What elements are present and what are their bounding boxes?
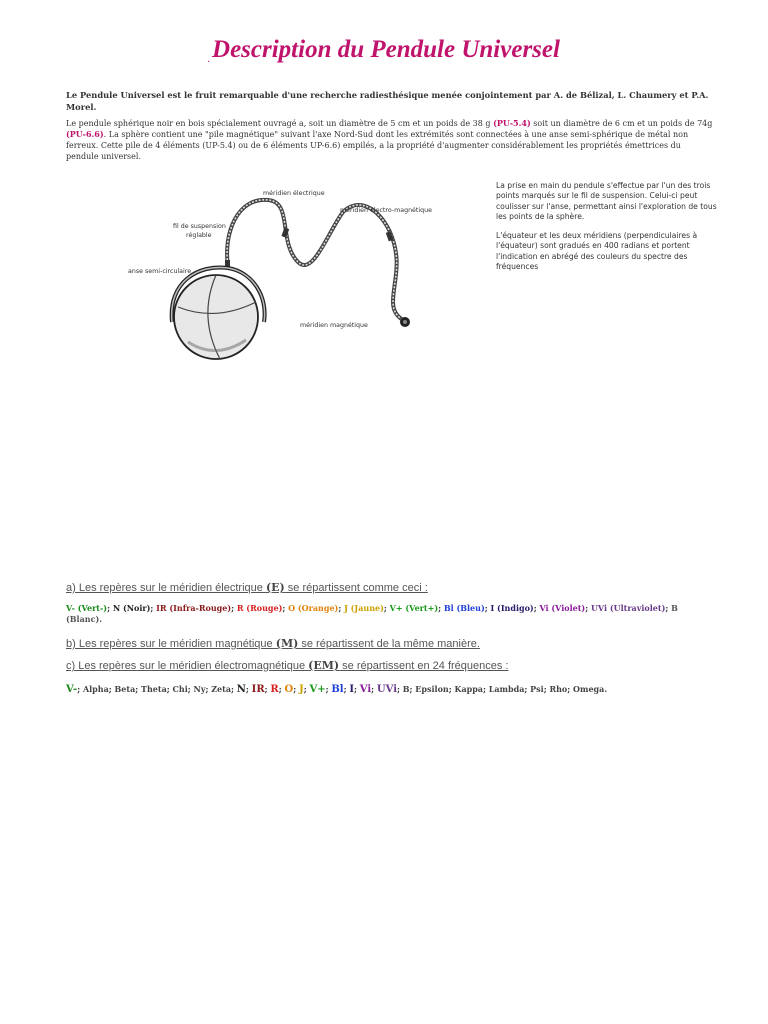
pendulum-drawing xyxy=(128,172,438,372)
pu-54-code: (PU-5.4) xyxy=(493,118,531,128)
electric-colors-list xyxy=(66,603,716,625)
page-title-text: Description du Pendule Universel xyxy=(212,36,560,63)
list-separator: ; xyxy=(448,684,455,694)
electric-color-item: IR (Infra-Rouge) xyxy=(156,603,232,613)
em-frequency-item: Chi xyxy=(172,684,188,694)
pendulum-illustration xyxy=(128,172,438,372)
list-separator: ; xyxy=(282,603,289,613)
em-frequency-item: V- xyxy=(66,684,78,695)
electric-color-item: O (Orange) xyxy=(288,603,339,613)
electric-color-item: R (Rouge) xyxy=(236,603,283,613)
list-separator: ; xyxy=(371,684,377,694)
list-separator: ; xyxy=(245,684,252,694)
title-dot: . xyxy=(208,55,211,64)
em-frequency-item: Kappa xyxy=(454,684,483,694)
label-anse: anse semi-circulaire xyxy=(128,268,192,275)
list-separator: ; xyxy=(438,603,444,613)
list-separator: ; xyxy=(585,603,591,613)
list-separator: ; xyxy=(483,684,489,694)
label-fil-suspension: fil de suspension xyxy=(173,223,226,230)
pu-66-code: (PU-6.6) xyxy=(66,129,104,139)
electric-color-item: Bl (Bleu) xyxy=(443,603,485,613)
side-note-2: L'équateur et les deux méridiens (perpendiculaires à l'équateur) sont gradués en 400 radians et portent l'indication en abrégé des couleurs du spectre des fréquences xyxy=(496,231,698,272)
em-frequency-item: O xyxy=(284,684,294,695)
electric-color-item: B (Blanc). xyxy=(66,603,678,624)
section-b-code: (M) xyxy=(275,637,299,650)
em-frequency-item: I xyxy=(349,684,355,695)
em-frequency-item: Zeta xyxy=(211,684,232,694)
em-frequency-item: Ny xyxy=(193,684,206,694)
list-separator: ; xyxy=(543,684,550,694)
label-meridien-magnetique: méridien magnétique xyxy=(300,322,368,329)
list-separator: ; xyxy=(533,603,540,613)
electric-color-item: N (Noir) xyxy=(112,603,151,613)
em-frequency-item: J xyxy=(298,684,304,695)
list-separator: ; xyxy=(187,684,194,694)
em-frequency-item: Alpha xyxy=(82,684,109,694)
list-separator: ; xyxy=(278,684,285,694)
section-b-heading: b) Les repères sur le méridien magnétique (M) se répartissent de la même manière. xyxy=(66,637,480,650)
intro-paragraph: Le Pendule Universel est le fruit remarquable d'une recherche radiesthésique menée conjointement par A. de Bélizal, L. Chaumery et P.A. Morel. xyxy=(66,90,709,112)
electric-color-item: V+ (Vert+) xyxy=(389,603,439,613)
list-separator: ; xyxy=(293,684,299,694)
list-separator: ; xyxy=(567,684,574,694)
em-frequencies-list xyxy=(66,684,716,695)
em-frequency-item: IR xyxy=(251,684,265,695)
em-frequency-item: Theta xyxy=(141,684,167,694)
label-meridien-electrique: méridien électrique xyxy=(263,190,325,197)
list-separator: ; xyxy=(343,684,350,694)
list-separator: ; xyxy=(231,603,237,613)
list-separator: ; xyxy=(484,603,491,613)
em-frequency-item: Psi xyxy=(530,684,544,694)
em-frequency-item: R xyxy=(270,684,279,695)
label-meridien-em: méridien électro-magnétique xyxy=(340,207,433,214)
list-separator: ; xyxy=(150,603,157,613)
list-separator: ; xyxy=(338,603,345,613)
em-frequency-item: Lambda xyxy=(488,684,525,694)
em-frequency-item: Beta xyxy=(114,684,136,694)
list-separator: ; xyxy=(524,684,531,694)
para-text-3: . La sphère contient une "pile magnétique" suivant l'axe Nord-Sud dont les extrémités sont connectées à une anse semi-sphérique de métal non ferreux. Cette pile de 4 éléments (UP-5.4) ou de 6 éléments UP-6.6) empilés, a la propriété d'augmenter considérablement les propriétés émettrices du pendule universel. xyxy=(66,130,689,161)
list-separator: ; xyxy=(383,603,390,613)
list-separator: ; xyxy=(107,603,113,613)
electric-color-item: V- (Vert-) xyxy=(66,603,108,613)
list-separator: ; xyxy=(325,684,332,694)
list-separator: ; xyxy=(205,684,212,694)
electric-color-item: I (Indigo) xyxy=(490,603,534,613)
side-notes xyxy=(496,181,718,281)
list-separator: ; xyxy=(77,684,83,694)
list-separator: ; xyxy=(166,684,173,694)
list-separator: ; xyxy=(108,684,115,694)
para-text-2: soit un diamètre de 6 cm et un poids de 74g xyxy=(530,119,713,128)
list-separator: ; xyxy=(409,684,416,694)
em-frequency-item: V+ xyxy=(309,684,326,695)
electric-color-item: J (Jaune) xyxy=(344,603,384,613)
list-separator: ; xyxy=(135,684,142,694)
electric-color-item: Vi (Violet) xyxy=(539,603,586,613)
side-note-1: La prise en main du pendule s'effectue par l'un des trois points marqués sur le fil de suspension. Celui-ci peut coulisser sur l'anse, permettant ainsi l'exploration de tous les points de la sphère. xyxy=(496,181,717,221)
description-paragraph xyxy=(66,118,716,162)
list-separator: ; xyxy=(303,684,310,694)
pendulum-sphere xyxy=(174,275,258,359)
em-frequency-item: Rho xyxy=(549,684,568,694)
section-c-code: (EM) xyxy=(308,659,340,672)
em-frequency-item: UVi xyxy=(376,684,398,695)
list-separator: ; xyxy=(354,684,360,694)
section-a-code: (E) xyxy=(265,581,285,594)
em-frequency-item: Bl xyxy=(331,684,344,695)
em-frequency-item: Vi xyxy=(359,684,372,695)
list-separator: ; xyxy=(231,684,237,694)
list-separator: ; xyxy=(264,684,271,694)
em-frequency-item: Epsilon xyxy=(415,684,449,694)
section-a-heading: a) Les repères sur le méridien électrique (E) se répartissent comme ceci : xyxy=(66,581,428,594)
electric-color-item: UVi (Ultraviolet) xyxy=(590,603,666,613)
em-frequency-item: B xyxy=(402,684,410,694)
list-separator: ; xyxy=(665,603,672,613)
page-title xyxy=(0,36,768,64)
label-reglable: réglable xyxy=(186,232,212,239)
em-frequency-item: N xyxy=(236,684,246,695)
em-frequency-item: Omega. xyxy=(573,684,608,694)
section-c-heading: c) Les repères sur le méridien électromagnétique (EM) se répartissent en 24 fréquences : xyxy=(66,659,509,672)
para-text-1: Le pendule sphérique noir en bois spécialement ouvragé a, soit un diamètre de 5 cm et un poids de 38 g xyxy=(66,119,494,128)
list-separator: ; xyxy=(397,684,403,694)
